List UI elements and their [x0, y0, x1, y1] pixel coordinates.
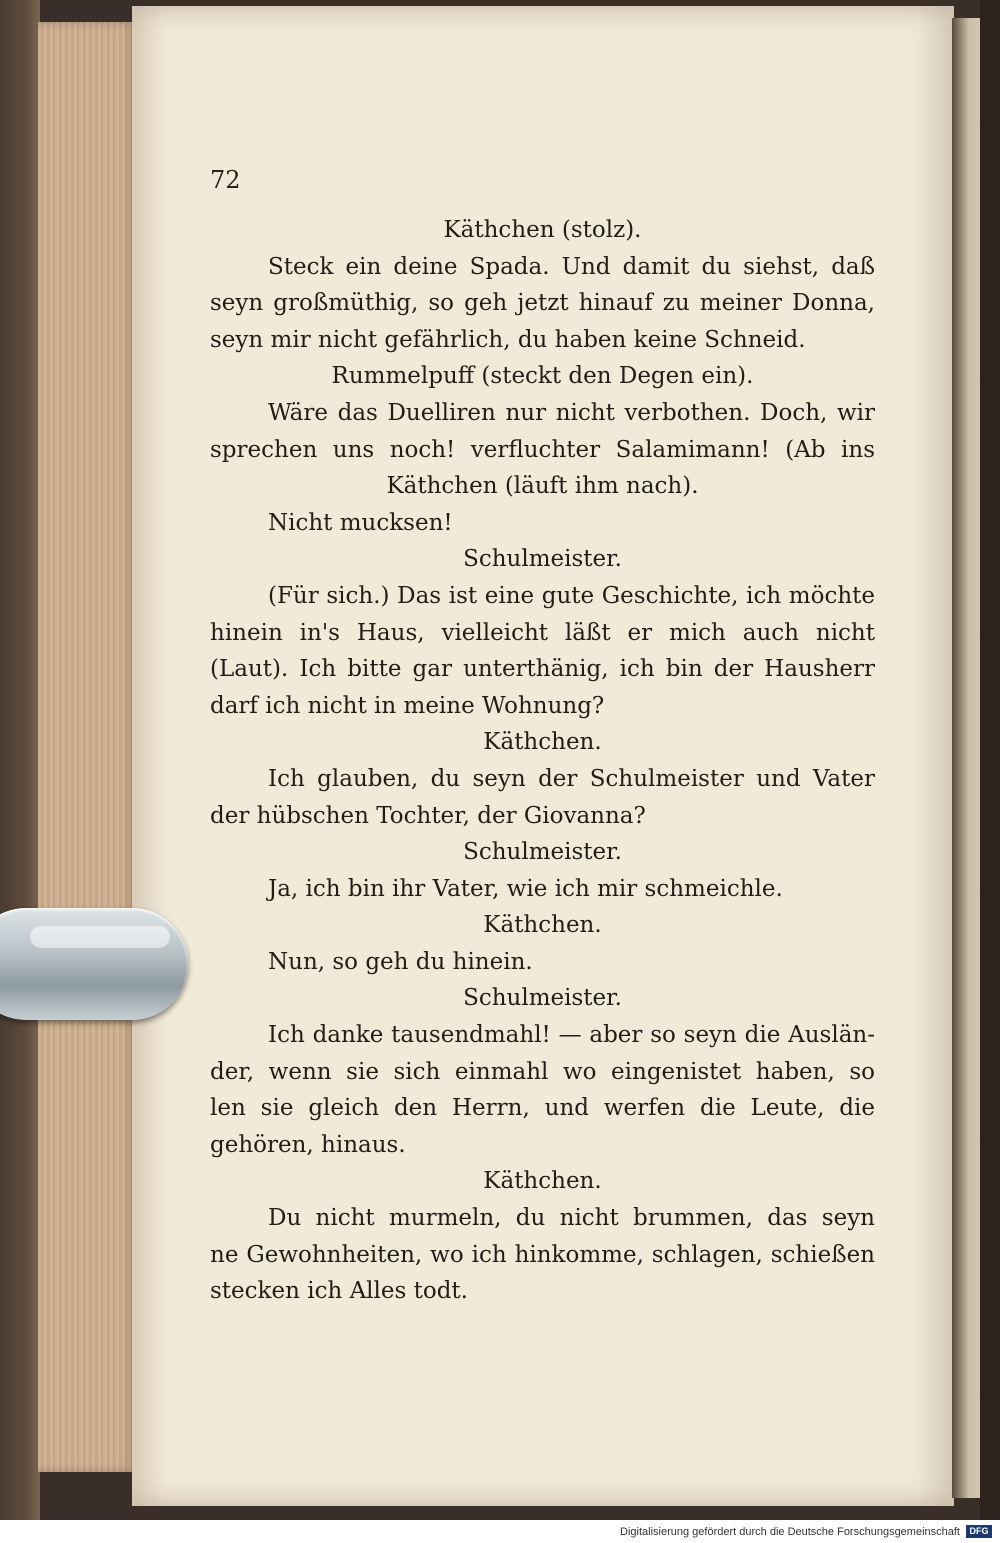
- book-cover-edge: [0, 0, 40, 1520]
- text-line: gehören, hinaus.: [210, 1131, 406, 1158]
- text-line: Wäre das Duelliren nur nicht verbothen. Doch, wir: [268, 399, 875, 426]
- text-line: Nicht mucksen!: [268, 509, 453, 536]
- text-line: seyn mir nicht gefährlich, du haben keine Schneid.: [210, 326, 806, 353]
- text-line: hinein in's Haus, vielleicht läßt er mich auch nicht: [210, 619, 875, 646]
- page-edges: [38, 22, 136, 1472]
- speaker-heading: Käthchen (läuft ihm nach).: [386, 473, 699, 500]
- page-text: [210, 212, 875, 1310]
- page-holder-clip: [0, 908, 188, 1020]
- speaker-heading: Käthchen.: [483, 729, 602, 756]
- text-line: sprechen uns noch! verfluchter Salamimann! (Ab ins: [210, 436, 875, 463]
- text-line: Nun, so geh du hinein.: [268, 948, 533, 975]
- page-holder-clip-shine: [30, 926, 170, 948]
- text-line: Ich danke tausendmahl! — aber so seyn die Auslän-: [268, 1022, 875, 1049]
- text-line: (Für sich.) Das ist eine gute Geschichte, ich möchte: [268, 582, 875, 609]
- text-line: Ich glauben, du seyn der Schulmeister und Vater: [268, 765, 875, 792]
- text-line: seyn großmüthig, so geh jetzt hinauf zu meiner Donna,: [210, 290, 875, 317]
- dfg-logo-icon: DFG: [966, 1525, 992, 1538]
- speaker-heading: Schulmeister.: [463, 839, 622, 866]
- page-number: 72: [210, 166, 241, 194]
- text-line: der, wenn sie sich einmahl wo eingenistet haben, so: [210, 1058, 875, 1085]
- text-line: len sie gleich den Herrn, und werfen die Leute, die: [210, 1095, 875, 1122]
- text-line: der hübschen Tochter, der Giovanna?: [210, 802, 646, 829]
- book-gutter-shadow: [980, 0, 1000, 1520]
- text-line: Du nicht murmeln, du nicht brummen, das seyn: [268, 1205, 875, 1232]
- text-line: ne Gewohnheiten, wo ich hinkomme, schlagen, schießen: [210, 1241, 875, 1268]
- speaker-heading: Käthchen (stolz).: [443, 217, 642, 243]
- speaker-heading: Rummelpuff (steckt den Degen ein).: [331, 363, 754, 390]
- funding-credit: Digitalisierung gefördert durch die Deutsche Forschungsgemeinschaft: [620, 1526, 960, 1538]
- text-line: Steck ein deine Spada. Und damit du siehst, daß: [268, 253, 875, 280]
- text-line: stecken ich Alles todt.: [210, 1278, 468, 1305]
- speaker-heading: Schulmeister.: [463, 985, 622, 1012]
- speaker-heading: Schulmeister.: [463, 546, 622, 573]
- text-line: (Laut). Ich bitte gar unterthänig, ich bin der Hausherr: [210, 656, 875, 683]
- speaker-heading: Käthchen.: [483, 1168, 602, 1195]
- text-line: darf ich nicht in meine Wohnung?: [210, 692, 605, 719]
- text-line: Ja, ich bin ihr Vater, wie ich mir schmeichle.: [268, 875, 783, 902]
- speaker-heading: Käthchen.: [483, 912, 602, 939]
